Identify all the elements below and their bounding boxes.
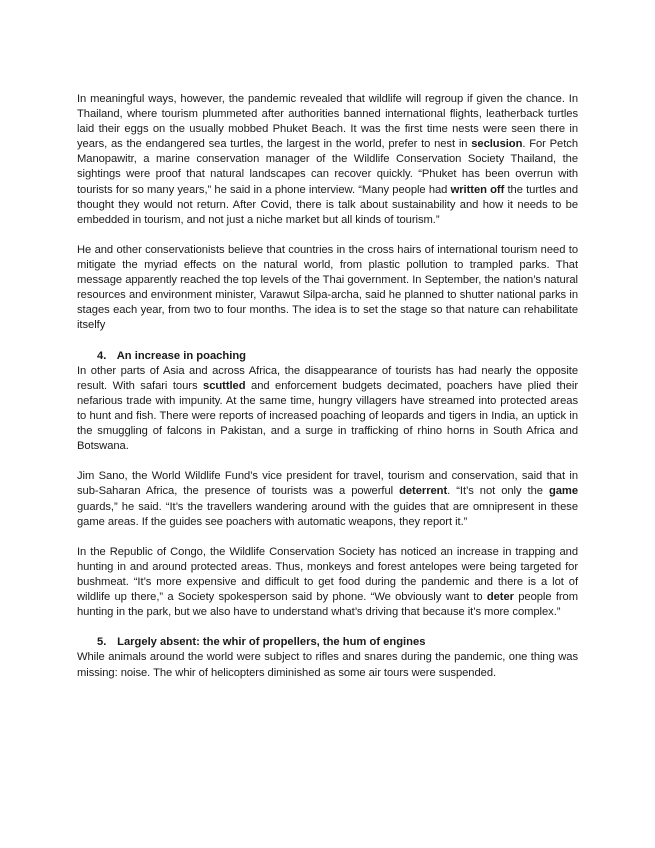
bold-term-scuttled: scuttled	[203, 379, 246, 392]
section-title: Largely absent: the whir of propellers, the hum of engines	[117, 636, 426, 649]
bold-term-deter: deter	[486, 591, 514, 604]
section-title: An increase in poaching	[116, 349, 247, 362]
bold-term-deterrent: deterrent	[399, 485, 448, 498]
section-heading-noise	[77, 635, 578, 650]
paragraph-congo: In the Republic of Congo, the Wildlife Conservation Society has noticed an increase in trapping and hunting in and around protected areas. Thus, monkeys and forest antelopes were being targeted for bushmeat. “It’s more expensive and difficult to get food during the pandemic and there is a lot of wildlife up there,” a Society spokesperson said by phone. “We obviously want to deter people from hunting in the park, but we also have to understand what’s driving that because it’s more complex.”	[77, 545, 578, 619]
paragraph-thailand-turtles: In meaningful ways, however, the pandemic revealed that wildlife will regroup if given the chance. In Thailand, where tourism plummeted after authorities banned international flights, leatherback turtles laid their eggs on the usually mobbed Phuket Beach. It was the first time nests were seen there in years, as the endangered sea turtles, the largest in the world, prefer to nest in seclusion. For Petch Manopawitr, a marine conservation manager of the Wildlife Conservation Society Thailand, the sightings were proof that natural landscapes can recover quickly. “Phuket has been overrun with tourists for so many years,” he said in a phone interview. “Many people had written off the turtles and thought they would not return. After Covid, there is talk about sustainability and how it needs to be embedded in tourism, and not just a niche market but all kinds of tourism.”	[77, 93, 578, 226]
paragraph-noise: While animals around the world were subject to rifles and snares during the pandemic, one thing was missing: noise. The whir of helicopters diminished as some air tours were suspended.	[77, 651, 578, 679]
section-heading-poaching	[77, 349, 578, 364]
bold-term-seclusion: seclusion	[471, 138, 523, 151]
paragraph-asia-africa: In other parts of Asia and across Africa, the disappearance of tourists has had nearly the opposite result. With safari tours scuttled and enforcement budgets decimated, poachers have plied their nefarious trade with impunity. At the same time, hungry villagers have streamed into protected areas to hunt and fish. There were reports of increased poaching of leopards and tigers in India, an uptick in the smuggling of falcons in Pakistan, and a surge in trafficking of rhino horns in South Africa and Botswana.	[77, 364, 579, 453]
section-number: 4.	[97, 349, 107, 362]
bold-term-written-off: written off	[450, 183, 505, 196]
section-number: 5.	[97, 636, 107, 649]
paragraph-conservationists: He and other conservationists believe that countries in the cross hairs of international tourism need to mitigate the myriad effects on the natural world, from plastic pollution to trampled parks. That message apparently reached the top levels of the Thai government. In September, the nation’s natural resources and environment minister, Varawut Silpa-archa, said he planned to shutter national parks in stages each year, from two to four months. The idea is to set the stage so that nature can rehabilitate itselfy	[77, 243, 578, 332]
document-page	[77, 92, 578, 696]
bold-term-game: game	[548, 485, 578, 498]
paragraph-jim-sano: Jim Sano, the World Wildlife Fund’s vice president for travel, tourism and conservation, said that in sub-Saharan Africa, the presence of tourists was a powerful deterrent. “It’s not only the game guards,” he said. “It’s the travellers wandering around with the guides that are omnipresent in these game areas. If the guides see poachers with automatic weapons, they report it.”	[77, 470, 578, 528]
